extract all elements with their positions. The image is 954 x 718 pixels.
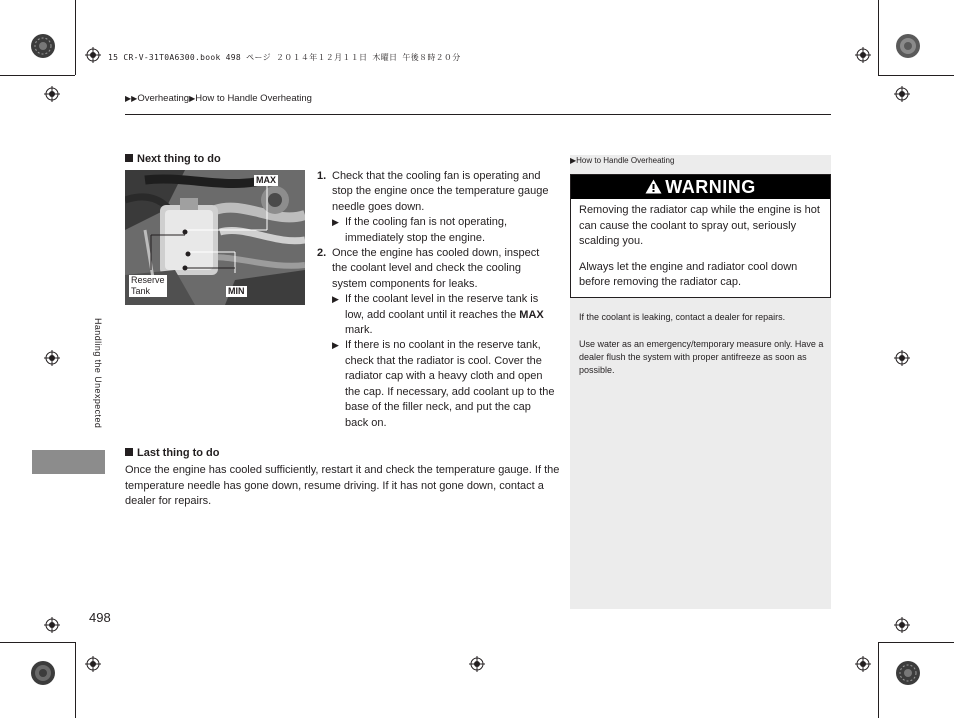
header-rule [125,114,831,115]
sidebar-reference [570,156,674,165]
registration-mark-icon [44,350,60,366]
breadcrumb-arrows: ▶▶ [125,94,138,103]
last-thing-heading-text: Last thing to do [137,447,220,459]
warning-paragraph: Removing the radiator cap while the engine is hot can cause the coolant to spray out, seriously scalding you. [579,204,820,247]
color-rosette-icon [30,660,56,686]
sub-text: If the coolant level in the reserve tank is low, add coolant until it reaches the MAX mark. [345,293,544,337]
step-2 [317,246,557,292]
registration-mark-icon [44,617,60,633]
next-thing-heading-text: Next thing to do [137,153,221,165]
side-tab-label: Handling the Unexpected [93,318,103,429]
color-rosette-icon [30,33,56,59]
min-label: MIN [228,286,245,296]
breadcrumb [125,93,312,104]
reference-marker-icon: ▶ [570,156,577,165]
next-thing-heading [125,153,221,165]
step-2-sub-2 [332,338,557,430]
square-bullet-icon [125,448,133,456]
warning-triangle-icon [645,179,662,194]
step-2-sub-1 [332,292,557,338]
sub-text: If the cooling fan is not operating, immediately stop the engine. [345,216,508,244]
last-thing-text: Once the engine has cooled sufficiently, restart it and check the temperature gauge. If the temperature needle has gone down, resume driving. If it has not gone down, contact a dealer for repairs. [125,464,560,508]
breadcrumb-topic-link[interactable]: How to Handle Overheating [195,93,312,104]
note-water: Use water as an emergency/temporary measure only. Have a dealer flush the system with proper antifreeze as soon as possible. [579,339,824,375]
breadcrumb-section-link[interactable]: Overheating [137,93,190,104]
sub-marker-icon: ▶ [332,217,339,228]
warning-header [571,175,830,199]
registration-mark-icon [44,86,60,102]
registration-mark-icon [894,86,910,102]
max-mark-bold: MAX [519,308,544,321]
side-tab-block [32,450,105,474]
registration-mark-icon [894,350,910,366]
reserve-tank-label: Reserve Tank [131,275,165,296]
registration-mark-icon [85,47,101,63]
breadcrumb-separator: ▶ [189,94,196,103]
last-thing-heading [125,447,219,459]
max-label: MAX [256,175,276,185]
registration-mark-icon [894,617,910,633]
registration-mark-icon [855,656,871,672]
registration-mark-icon [855,47,871,63]
warning-body [571,199,830,291]
square-bullet-icon [125,154,133,162]
warning-box [570,174,831,298]
sub-text: If there is no coolant in the reserve tank, check that the radiator is cool. Cover the radiator cap with a heavy cloth and open the cap. If necessary, add coolant up to the base of the filler neck, and put the cap back on. [345,339,555,429]
note-leak: If the coolant is leaking, contact a dealer for repairs. [579,312,786,322]
registration-mark-icon [469,656,485,672]
warning-title: WARNING [665,177,756,197]
sub-marker-icon: ▶ [332,340,339,351]
sub-marker-icon: ▶ [332,294,339,305]
color-rosette-icon [895,660,921,686]
step-1-sub-1 [332,215,557,246]
step-text: Check that the cooling fan is operating and stop the engine once the temperature gauge needle goes down. [332,170,549,213]
step-1 [317,169,557,215]
reference-title-link[interactable]: How to Handle Overheating [576,156,675,165]
engine-photo [125,170,305,305]
step-number: 1. [317,170,327,182]
file-info: 15 CR-V-31T0A6300.book 498 ページ ２０１４年１２月１１日 木曜日 午後８時２０分 [108,53,461,62]
color-rosette-icon [895,33,921,59]
step-text: Once the engine has cooled down, inspect the coolant level and check the cooling system components for leaks. [332,247,540,290]
registration-mark-icon [85,656,101,672]
page-number: 498 [89,610,111,625]
steps-list [317,169,557,431]
warning-paragraph: Always let the engine and radiator cool down before removing the radiator cap. [579,260,798,288]
step-number: 2. [317,247,327,260]
